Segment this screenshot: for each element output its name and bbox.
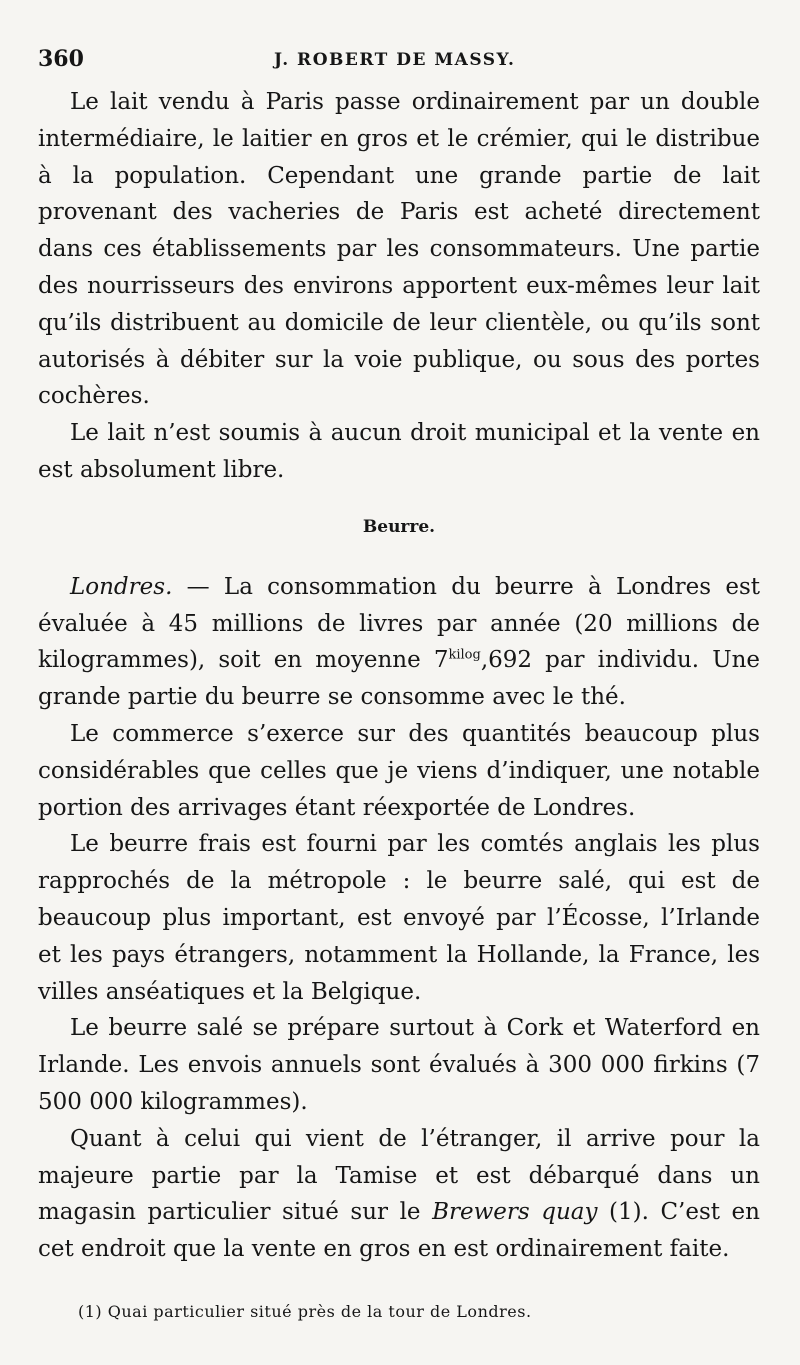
place-name: Londres. — [70, 573, 173, 600]
unit-superscript: kilog — [448, 647, 481, 663]
book-page — [38, 0, 760, 1365]
running-head — [38, 46, 760, 74]
text-run: Quant à celui qui vient de l’étranger, il arrive pour la majeure partie par la Tamise et est débarqué dans un magasin particulier situé sur le — [38, 1125, 760, 1226]
text-run: — La consommation du beurre à Londres est évaluée à 45 millions de livres par année (20 millions de kilogrammes), soit en moyenne 7 — [38, 573, 760, 674]
paragraph-commerce: Le commerce s’exerce sur des quantités beaucoup plus considérables que celles que je viens d’indiquer, une notable portion des arrivages étant réexportée de Londres. — [38, 720, 760, 821]
text-run: ,692 par individu. Une grande partie du beurre se consomme avec le thé. — [38, 647, 761, 711]
paragraph-milk-tax: Le lait n’est soumis à aucun droit municipal et la vente en est absolument libre. — [38, 420, 760, 483]
paragraph-salted-butter: Le beurre salé se prépare surtout à Cork et Waterford en Irlande. Les envois annuels sont évalués à 300 000 firkins (7 500 000 kilogrammes). — [38, 1015, 760, 1115]
section-heading: Beurre. — [362, 516, 436, 537]
text-run: . C’est en cet endroit que la vente en gros en est ordinairement faite. — [38, 1199, 760, 1263]
place-name: Brewers quay — [432, 1199, 598, 1226]
paragraph-london-consumption — [38, 569, 760, 716]
paragraph-supply: Le beurre frais est fourni par les comtés anglais les plus rapprochés de la métropole : le beurre salé, qui est de beaucoup plus important, est envoyé par l’Écosse, l’Irlande et les pays étrangers, notamment la Hollande, la France, les villes anséatiques et la Belgique. — [38, 831, 760, 1005]
footnote-reference: (1) — [597, 1199, 642, 1226]
page-number: 360 — [38, 46, 84, 72]
paragraph-foreign-butter — [38, 1121, 760, 1268]
running-title: J. ROBERT DE MASSY. — [274, 50, 516, 70]
footnote: (1) Quai particulier situé près de la tour de Londres. — [78, 1302, 532, 1321]
body-text — [38, 84, 760, 1268]
paragraph-milk-distribution: Le lait vendu à Paris passe ordinairement par un double intermédiaire, le laitier en gros et le crémier, qui le distribue à la population. Cependant une grande partie de lait provenant des vacheries de Paris est acheté directement dans ces établissements par les consommateurs. Une partie des nourrisseurs des environs apportent eux-mêmes leur lait qu’ils distribuent au domicile de leur clientèle, ou qu’ils sont autorisés à débiter sur la voie publique, ou sous des portes cochères. — [38, 89, 760, 410]
